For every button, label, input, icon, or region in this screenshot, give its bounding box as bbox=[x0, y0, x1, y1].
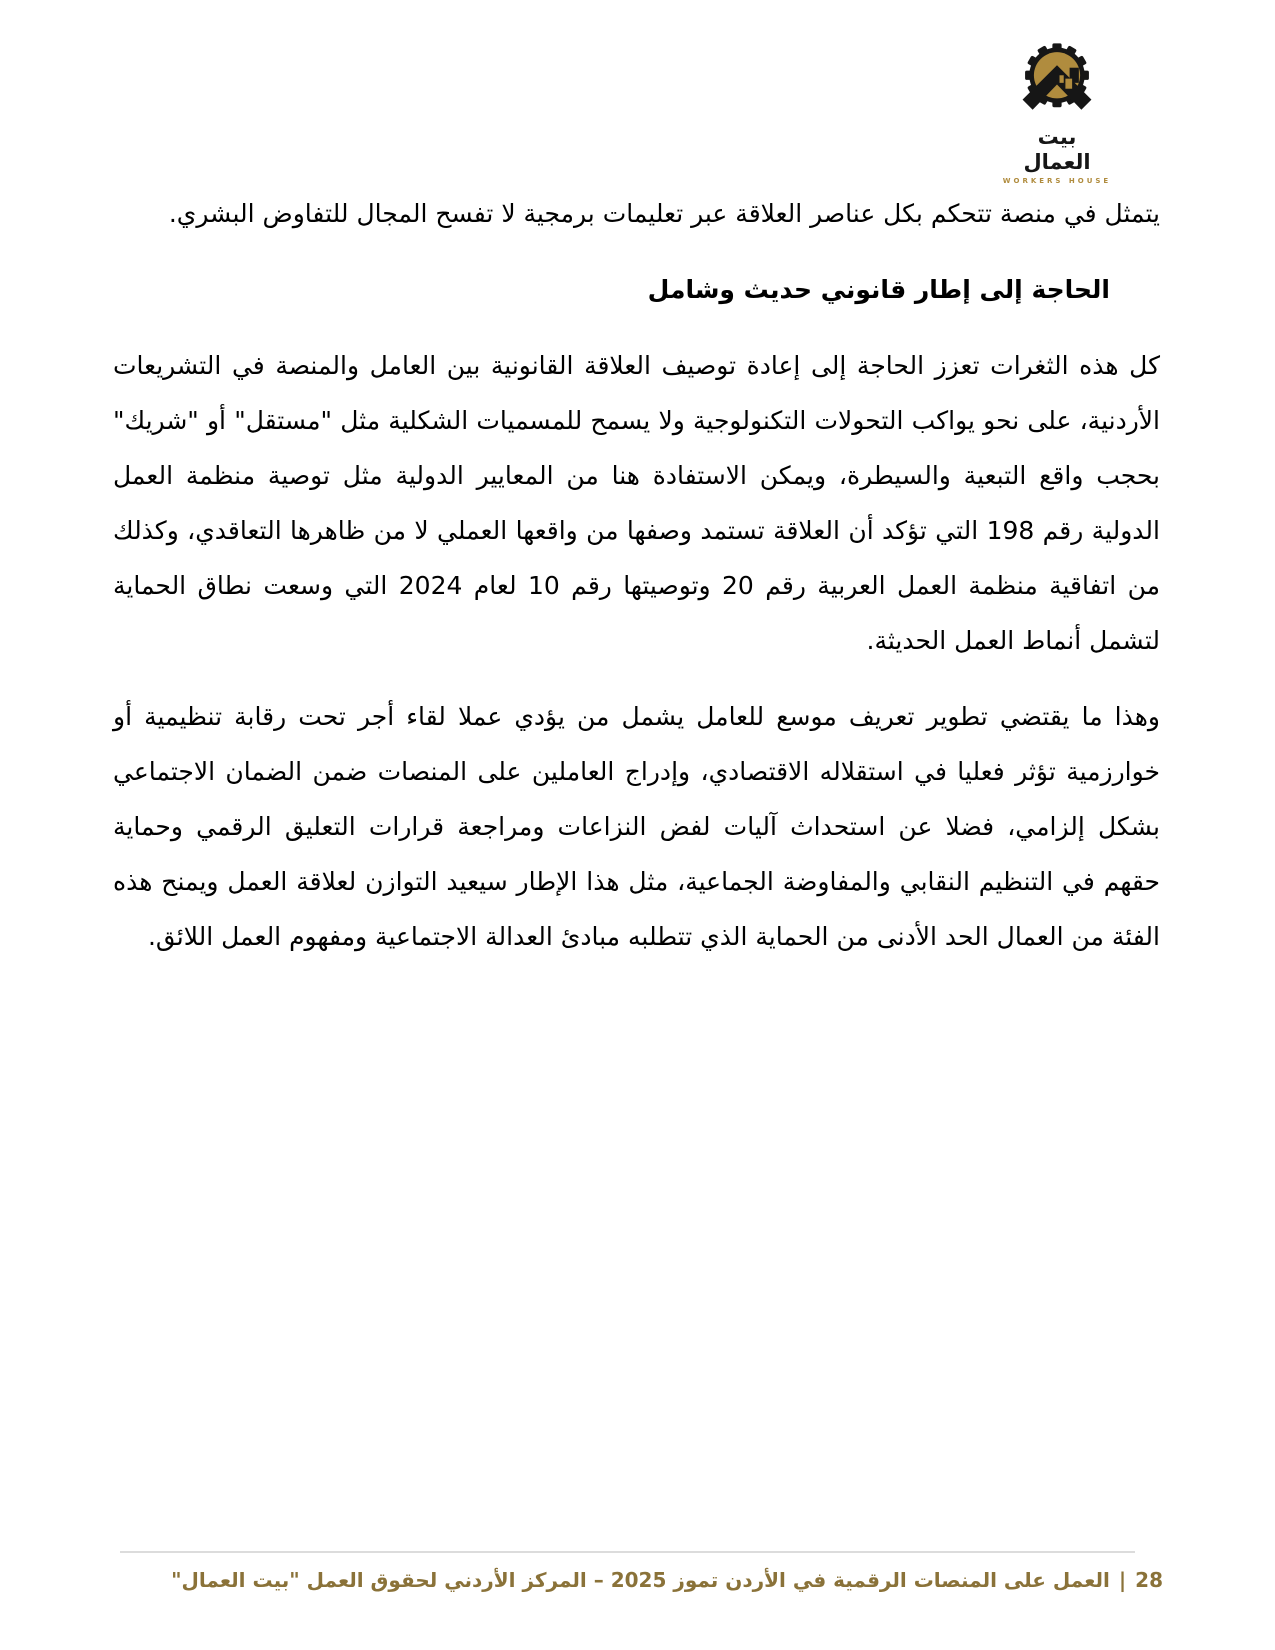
paragraph-platform-control: يتمثل في منصة تتحكم بكل عناصر العلاقة عبر تعليمات برمجية لا تفسح المجال للتفاوض البشري. bbox=[168, 199, 1160, 228]
document-body bbox=[113, 186, 1160, 985]
section-heading-legal-framework: الحاجة إلى إطار قانوني حديث وشامل bbox=[647, 275, 1110, 304]
footer bbox=[113, 1560, 1163, 1600]
logo-arabic-line2: العمال bbox=[1023, 149, 1091, 174]
logo-arabic-line1: بيت bbox=[1037, 125, 1077, 149]
page-number: 28 bbox=[1135, 1568, 1163, 1592]
workers-house-logo bbox=[999, 40, 1115, 185]
footer-separator: | bbox=[1118, 1568, 1127, 1592]
footer-title: العمل على المنصات الرقمية في الأردن تموز 2025 – المركز الأردني لحقوق العمل "بيت العمال" bbox=[171, 1568, 1110, 1592]
logo-english-caption: WORKERS HOUSE bbox=[1002, 177, 1112, 186]
paragraph-legal-gaps: كل هذه الثغرات تعزز الحاجة إلى إعادة توصيف العلاقة القانونية بين العامل والمنصة في التشريعات الأردنية، على نحو يواكب التحولات التكنولوجية ولا يسمح للمسميات الشكلية مثل "مستقل" أو "شريك" بحجب واقع التبعية والسيطرة، ويمكن الاستفادة هنا من المعايير الدولية مثل توصية منظمة العمل الدولية رقم 198 التي تؤكد أن العلاقة تستمد وصفها من واقعها العملي لا من ظاهرها التعاقدي، وكذلك من اتفاقية منظمة العمل العربية رقم 20 وتوصيتها رقم 10 لعام 2024 التي وسعت نطاق الحماية لتشمل أنماط العمل الحديثة. bbox=[113, 351, 1160, 655]
gear-house-logo-icon bbox=[1015, 40, 1099, 124]
footer-divider bbox=[120, 1551, 1135, 1553]
paragraph-worker-definition: وهذا ما يقتضي تطوير تعريف موسع للعامل يشمل من يؤدي عملا لقاء أجر تحت رقابة تنظيمية أو خوارزمية تؤثر فعليا في استقلاله الاقتصادي، وإدراج العاملين على المنصات ضمن الضمان الاجتماعي بشكل إلزامي، فضلا عن استحداث آليات لفض النزاعات ومراجعة قرارات التعليق الرقمي وحماية حقهم في التنظيم النقابي والمفاوضة الجماعية، مثل هذا الإطار سيعيد التوازن لعلاقة العمل ويمنح هذه الفئة من العمال الحد الأدنى من الحماية الذي تتطلبه مبادئ العدالة الاجتماعية ومفهوم العمل اللائق. bbox=[113, 702, 1160, 951]
